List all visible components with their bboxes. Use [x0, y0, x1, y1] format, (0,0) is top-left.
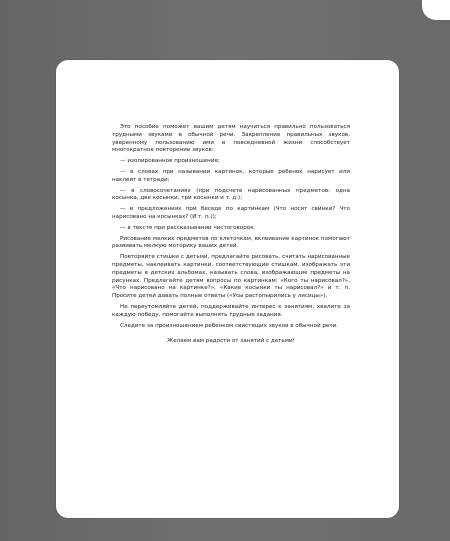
- list-item-isolated: — изолированное произношение;: [120, 158, 220, 165]
- list-item-sentences: — в предложениях при беседе по картинкам (Что носят свинки? Что нарисовано на косынках? (И т. п.));: [112, 206, 350, 220]
- paragraph-no-overwork: Не переутомляйте детей, поддерживайте интерес к занятиям, хвалите за каждую победу, помогайте выполнять трудные задания.: [112, 303, 350, 318]
- closing-line: Желаем вам радости от занятий с детьми!: [167, 338, 295, 345]
- list-item-text: — в тексте при рассказывании чистоговорок.: [120, 224, 256, 231]
- document-text: [112, 124, 350, 349]
- list-item-phrases: — в словосочетаниях (при подсчете нарисованных предметов: одна косынка, две косынки, три косынки и т. д.);: [112, 187, 350, 202]
- paragraph-intro: Это пособие поможет вашим детям научиться правильно пользоваться трудными звуками в обычной речи. Закрепление правильных звуков, уверенному пользованию ими в повседневной жизни способствует многократное повторение звуков:: [112, 124, 350, 154]
- paragraph-drawing: Рисование мелких предметов по клеточкам, вклеивание картинок помогают развивать мелкую моторику ваших детей.: [112, 235, 350, 250]
- list-item-words: — в словах при назывании картинок, которые ребенок нарисует или наклеит в тетради;: [112, 168, 350, 183]
- paragraph-repeat: Повторяйте стишки с детьми, предлагайте рисовать, считать нарисованные предметы, наклеивать картинки, соответствующие стишкам, изображать эти предметы в детских альбомах, называть слова, изображающие предметы на рисунках. Предлагайте детям вопросы по картинкам: «Кого ты нарисовал?», «Что нарисовано на картинке?», «Какие косынки ты нарисовал?» и т. п. Просите детей давать полные ответы («Усы растопырились у лисицы»).: [112, 254, 350, 300]
- paragraph-pronunciation: Следите за произношением ребенком свистящих звуков в обычной речи.: [120, 322, 339, 329]
